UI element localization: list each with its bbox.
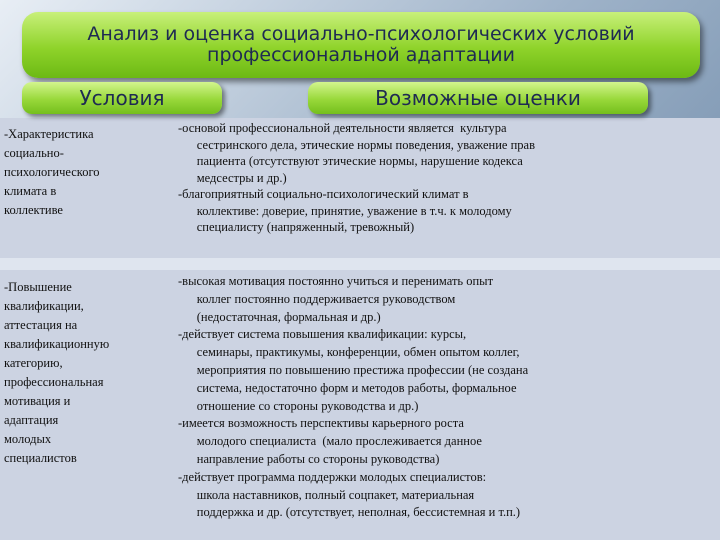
condition-line: -Повышение — [4, 280, 72, 294]
assessment-line: -благоприятный социально-психологический климат в — [178, 187, 469, 201]
assessments-header: Возможные оценки — [308, 82, 648, 114]
condition-line: мотивация и — [4, 394, 71, 408]
assessment-line: система, недостаточно форм и методов работы, формальное — [178, 380, 517, 395]
condition-line: коллективе — [4, 203, 63, 217]
assessment-line: семинары, практикумы, конференции, обмен опытом коллег, — [178, 345, 520, 360]
condition-line: социально- — [4, 146, 64, 160]
assessment-line: пациента (отсутствуют этические нормы, нарушение кодекса — [178, 154, 523, 168]
assessment-line: -действует программа поддержки молодых специалистов: — [178, 469, 487, 484]
condition-line: адаптация — [4, 413, 59, 427]
condition-line: категорию, — [4, 356, 63, 370]
assessment-line: -имеется возможность перспективы карьерного роста — [178, 416, 464, 431]
assessment-line: коллег постоянно поддерживается руководством — [178, 291, 456, 306]
slide-title-line2: профессиональной адаптации — [207, 44, 515, 66]
slide-title — [22, 12, 700, 78]
condition-line: психологического — [4, 165, 100, 179]
assessment-line: -высокая мотивация постоянно учиться и перенимать опыт — [178, 274, 494, 288]
condition-line: квалификации, — [4, 299, 84, 313]
condition-line: климата в — [4, 184, 57, 198]
assessment-line: (недостаточная, формальная и др.) — [178, 309, 381, 324]
condition-line: квалификационную — [4, 337, 110, 351]
conditions-header: Условия — [22, 82, 222, 114]
row-1-condition — [4, 125, 164, 220]
assessment-line: сестринского дела, этические нормы поведения, уважение прав — [178, 137, 535, 152]
condition-line: профессиональная — [4, 375, 104, 389]
assessment-line: направление работы со стороны руководства) — [178, 451, 440, 466]
assessment-line: -основой профессиональной деятельности является культура — [178, 121, 507, 135]
condition-line: -Характеристика — [4, 127, 94, 141]
assessment-line: специалисту (напряженный, тревожный) — [178, 220, 415, 234]
assessment-line: -действует система повышения квалификации: курсы, — [178, 327, 467, 342]
assessment-line: коллективе: доверие, принятие, уважение в т.ч. к молодому — [178, 203, 512, 218]
assessment-line: поддержка и др. (отсутствует, неполная, бессистемная и т.п.) — [178, 505, 521, 520]
assessment-line: отношение со стороны руководства и др.) — [178, 398, 419, 413]
condition-line: молодых — [4, 432, 52, 446]
condition-line: аттестация на — [4, 318, 78, 332]
slide-title-line1: Анализ и оценка социально-психологических условий — [87, 23, 635, 45]
row-2-assessment — [178, 273, 718, 522]
assessment-line: медсестры и др.) — [178, 170, 287, 185]
assessment-line: мероприятия по повышению престижа профессии (не создана — [178, 362, 529, 377]
assessment-line: школа наставников, полный соцпакет, материальная — [178, 487, 475, 502]
row-separator — [0, 258, 720, 270]
row-2-condition — [4, 278, 164, 468]
assessment-line: молодого специалиста (мало прослеживается данное — [178, 434, 482, 449]
row-1-assessment — [178, 120, 718, 236]
condition-line: специалистов — [4, 451, 77, 465]
